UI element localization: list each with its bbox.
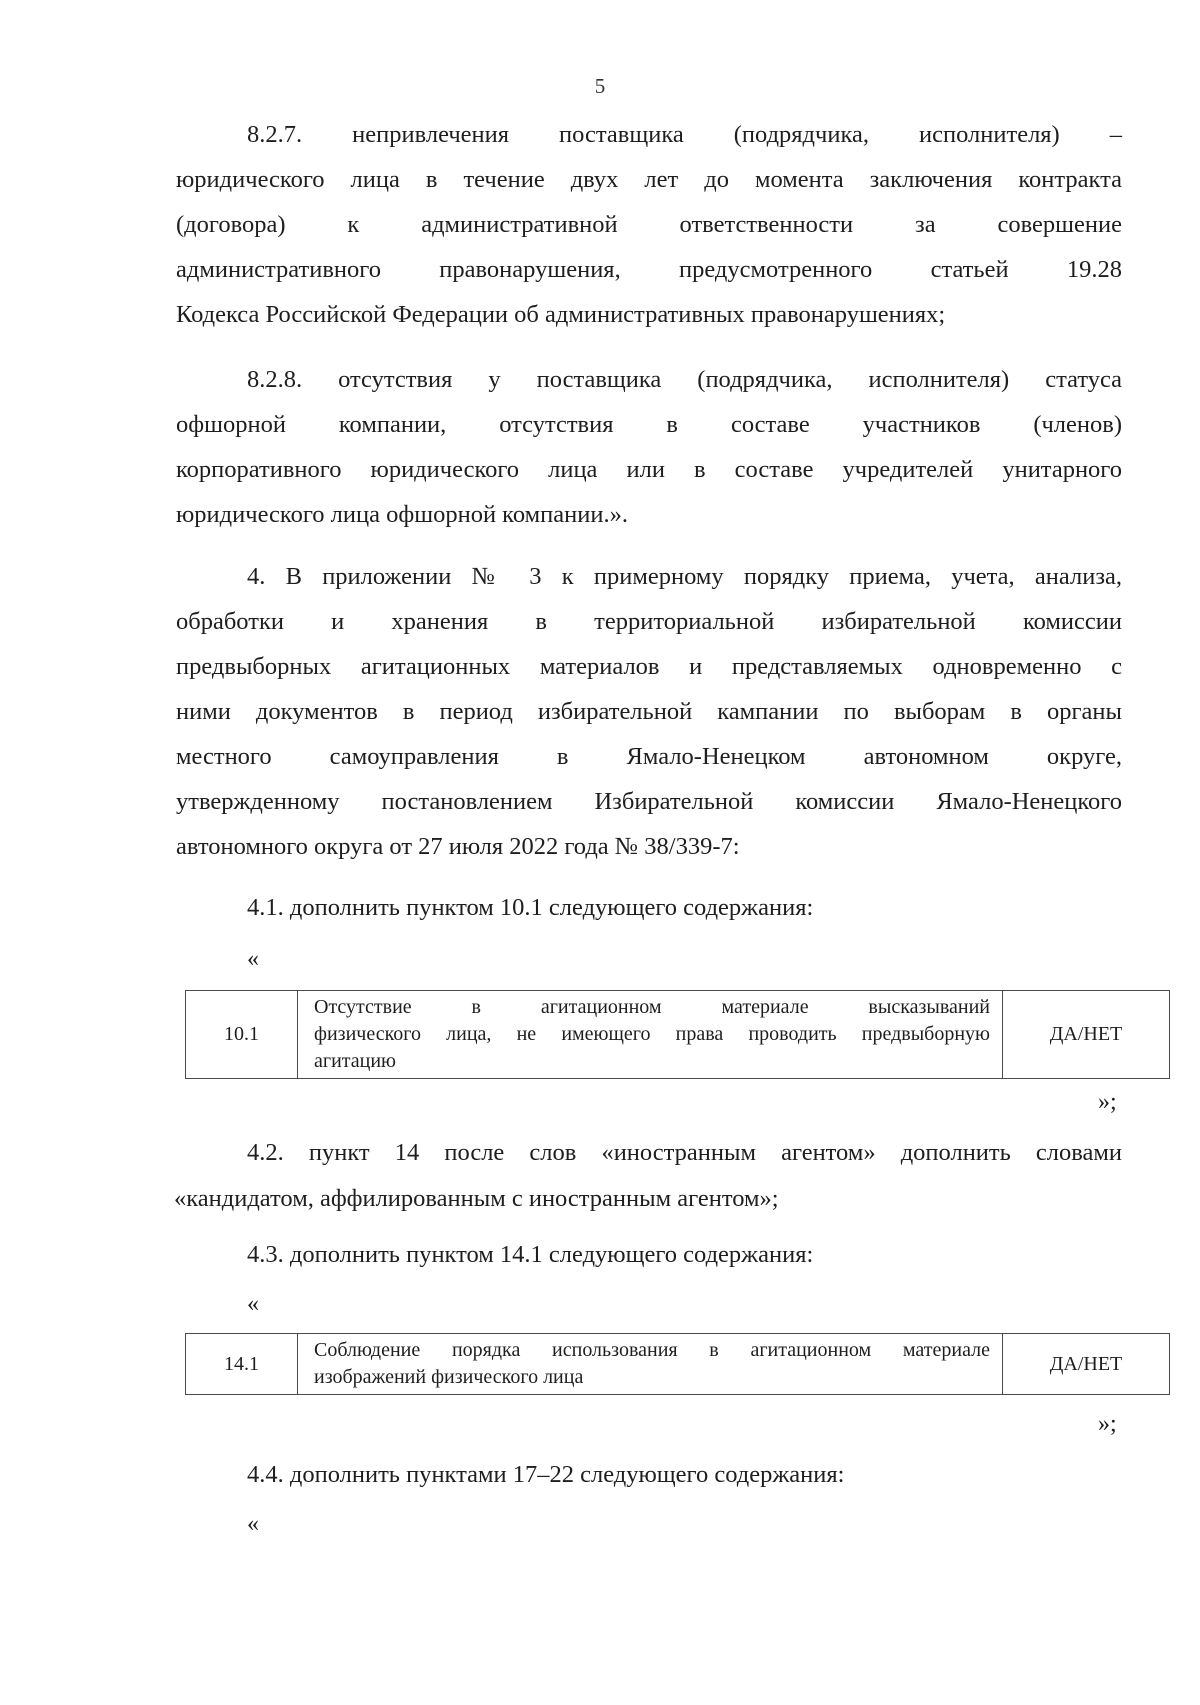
table-item-14-1 (185, 1333, 1170, 1395)
text-line: офшорной компании, отсутствия в составе участников (членов) (176, 411, 1122, 438)
opening-quote: « (247, 1511, 259, 1537)
text-line: ними документов в период избирательной кампании по выборам в органы (176, 698, 1122, 725)
text-line: юридического лица в течение двух лет до момента заключения контракта (176, 166, 1122, 193)
paragraph-4-1: 4.1. дополнить пунктом 10.1 следующего содержания: (247, 894, 814, 921)
item-answer: ДА/НЕТ (1003, 1334, 1170, 1395)
text-line: обработки и хранения в территориальной избирательной комиссии (176, 608, 1122, 635)
text-line: «кандидатом, аффилированным с иностранным агентом»; (174, 1185, 779, 1212)
item-number: 14.1 (186, 1334, 298, 1395)
item-text-line: агитацию (314, 1050, 396, 1072)
text-line: административного правонарушения, предусмотренного статьей 19.28 (176, 256, 1122, 283)
text-line: местного самоуправления в Ямало-Ненецком автономном округе, (176, 743, 1122, 770)
text-line: 4.2. пункт 14 после слов «иностранным агентом» дополнить словами (247, 1139, 1122, 1166)
paragraph-4-3: 4.3. дополнить пунктом 14.1 следующего содержания: (247, 1241, 814, 1268)
table-item-10-1 (185, 990, 1170, 1079)
text-line: 8.2.7. непривлечения поставщика (подрядчика, исполнителя) – (247, 121, 1122, 148)
text-line: юридического лица офшорной компании.». (176, 501, 628, 528)
item-answer: ДА/НЕТ (1003, 991, 1170, 1079)
table-row (186, 991, 1170, 1079)
closing-quote: »; (1098, 1411, 1117, 1437)
item-text-line: изображений физического лица (314, 1366, 584, 1388)
table-row (186, 1334, 1170, 1395)
text-line: 8.2.8. отсутствия у поставщика (подрядчика, исполнителя) статуса (247, 366, 1122, 393)
text-line: Кодекса Российской Федерации об административных правонарушениях; (176, 301, 946, 328)
item-text (298, 1334, 1003, 1395)
item-number: 10.1 (186, 991, 298, 1079)
paragraph-4-4: 4.4. дополнить пунктами 17–22 следующего содержания: (247, 1461, 845, 1488)
item-text-line: Отсутствие в агитационном материале высказываний (314, 996, 990, 1018)
text-line: предвыборных агитационных материалов и представляемых одновременно с (176, 653, 1122, 680)
closing-quote: »; (1098, 1089, 1117, 1115)
text-line: 4. В приложении № 3 к примерному порядку приема, учета, анализа, (247, 563, 1122, 590)
page-number: 5 (594, 74, 606, 98)
item-text-line: физического лица, не имеющего права проводить предвыборную (314, 1023, 990, 1045)
item-text (298, 991, 1003, 1079)
opening-quote: « (247, 1291, 259, 1317)
opening-quote: « (247, 946, 259, 972)
text-line: утвержденному постановлением Избирательной комиссии Ямало-Ненецкого (176, 788, 1122, 815)
text-line: (договора) к административной ответственности за совершение (176, 211, 1122, 238)
item-text-line: Соблюдение порядка использования в агитационном материале (314, 1339, 990, 1361)
text-line: автономного округа от 27 июля 2022 года № 38/339-7: (176, 833, 740, 860)
text-line: корпоративного юридического лица или в составе учредителей унитарного (176, 456, 1122, 483)
